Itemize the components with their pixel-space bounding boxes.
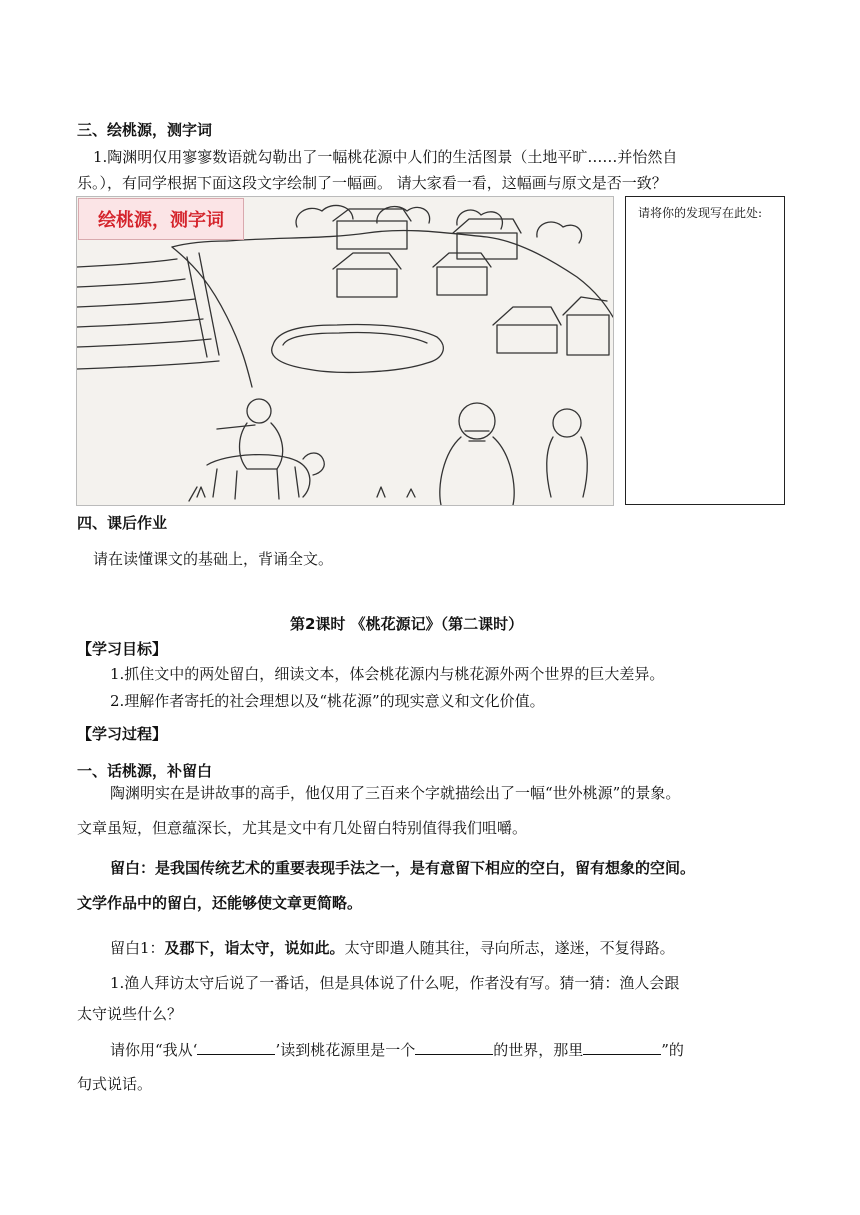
goal-2: 2.理解作者寄托的社会理想以及“桃花源”的现实意义和文化价值。 xyxy=(110,692,545,710)
definition-line1: 留白：是我国传统艺术的重要表现手法之一，是有意留下相应的空白，留有想象的空间。 xyxy=(110,859,696,877)
section4-text: 请在读懂课文的基础上，背诵全文。 xyxy=(93,550,334,568)
section3-heading: 三、绘桃源，测字词 xyxy=(77,121,213,139)
answer-box-prompt: 请将你的发现写在此处: xyxy=(638,206,763,220)
drawing-title-label: 绘桃源，测字词 xyxy=(78,198,244,240)
question1-line1: 1.渔人拜访太守后说了一番话，但是具体说了什么呢，作者没有写。猜一猜：渔人会跟 xyxy=(110,974,680,992)
goal-1: 1.抓住文中的两处留白，细读文本，体会桃花源内与桃花源外两个世界的巨大差异。 xyxy=(110,665,665,683)
intro-line1: 陶渊明实在是讲故事的高手，他仅用了三百来个字就描绘出了一幅“世外桃源”的景象。 xyxy=(110,784,681,802)
lesson2-title: 第2课时 《桃花源记》（第二课时） xyxy=(290,615,524,633)
section3-para-line1: 1.陶渊明仅用寥寥数语就勾勒出了一幅桃花源中人们的生活图景（土地平旷……并怡然自 xyxy=(93,148,678,166)
hand-drawn-landscape-illustration xyxy=(77,197,613,505)
sentence-frame xyxy=(110,1039,684,1060)
blank1-quote: 及郡下，诣太守，说如此。 xyxy=(164,939,345,957)
fill-blank-2[interactable] xyxy=(415,1040,493,1055)
fill-blank-1[interactable] xyxy=(197,1040,275,1055)
part1-heading: 一、话桃源，补留白 xyxy=(77,762,213,780)
question1-line2: 太守说些什么？ xyxy=(77,1005,183,1023)
fill-blank-3[interactable] xyxy=(583,1040,661,1055)
goals-heading: 【学习目标】 xyxy=(77,640,168,658)
section4-heading: 四、课后作业 xyxy=(77,514,168,532)
peach-blossom-drawing xyxy=(76,196,614,506)
process-heading: 【学习过程】 xyxy=(77,725,168,743)
frame-part-b: ’读到桃花源里是一个 xyxy=(275,1041,416,1059)
sentence-frame-line2: 句式说话。 xyxy=(77,1075,153,1093)
blank1-line xyxy=(110,937,675,958)
frame-part-d: ”的 xyxy=(661,1041,684,1059)
answer-write-box[interactable] xyxy=(625,196,785,505)
blank1-label: 留白1： xyxy=(110,939,165,957)
blank1-rest: 太守即遣人随其往，寻向所志，遂迷，不复得路。 xyxy=(344,939,675,957)
definition-line2: 文学作品中的留白，还能够使文章更简略。 xyxy=(77,894,363,912)
intro-line2: 文章虽短，但意蕴深长，尤其是文中有几处留白特别值得我们咀嚼。 xyxy=(77,819,528,837)
frame-part-c: 的世界，那里 xyxy=(493,1041,584,1059)
frame-part-a: 请你用“我从‘ xyxy=(110,1041,198,1059)
section3-para-line2: 乐。），有同学根据下面这段文字绘制了一幅画。 请大家看一看，这幅画与原文是否一致？ xyxy=(77,174,667,192)
